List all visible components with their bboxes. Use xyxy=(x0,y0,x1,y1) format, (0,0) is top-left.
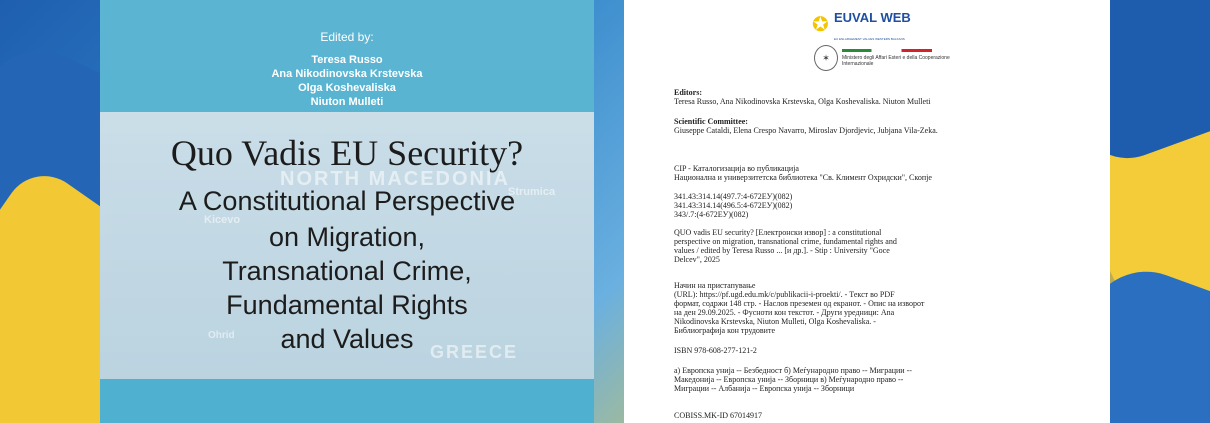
catalog-record: QUO vadis EU security? [Електронски извор] : a constitutional perspective on migration, transnational crime, fundamental rights and values / edited by Teresa Russo ... [и др.]. - Stip : University "Goce Delcev", 2025 xyxy=(674,228,897,264)
euval-logo-subtext: EU ENLARGEMENT VALUES WESTERN BALKANS xyxy=(834,37,905,41)
book-cover xyxy=(100,0,594,423)
cover-editor: Olga Koshevaliska xyxy=(298,82,396,94)
isbn: ISBN 978-608-277-121-2 xyxy=(674,346,757,355)
access-info: Начин на пристапување (URL): https://pf.ugd.edu.mk/c/publikacii-i-proekti/. - Текст во PDF формат, содржи 148 стр. - Наслов преземен од екранот. - Опис на изворот на ден 29.09.2025. - Фусноти кон текстот. - Други уредници: Ana Nikodinovska Krstevska, Niuton Mulleti, Olga Koshevaliska. - Библиографија кон трудовите xyxy=(674,281,925,335)
cover-subtitle-line: and Values xyxy=(280,324,414,354)
cover-title: Quo Vadis EU Security? xyxy=(170,133,524,173)
editors-text: Teresa Russo, Ana Nikodinovska Krstevska, Olga Koshevaliska. Niuton Mulleti xyxy=(674,97,931,106)
editors-heading: Editors: xyxy=(674,88,702,97)
cover-subtitle-line: Fundamental Rights xyxy=(226,290,468,320)
subject-headings: а) Европска унија -- Безбедност б) Меѓународно право -- Миграции -- Македонија -- Европска унија -- Зборници в) Меѓународно право -- Миграции -- Албанија -- Европска унија -- Зборници xyxy=(674,366,912,393)
cover-subtitle-line: Transnational Crime, xyxy=(222,256,472,286)
euval-logo-text: EUVAL WEB xyxy=(834,10,911,25)
cip-line: Национална и универзитетска библиотека "Св. Климент Охридски", Скопје xyxy=(674,173,932,182)
cover-editor: Teresa Russo xyxy=(311,54,383,66)
italian-emblem-icon: ✶ xyxy=(814,45,838,71)
euval-logo-icon: ✪ xyxy=(812,14,829,36)
edited-by-label: Edited by: xyxy=(320,30,374,44)
scientific-committee-text: Giuseppe Cataldi, Elena Crespo Navarro, Miroslav Djordjevic, Jubjana Vila-Zeka. xyxy=(674,126,938,135)
map-label-north-macedonia: NORTH MACEDONIA xyxy=(280,168,510,190)
map-label-greece: GREECE xyxy=(430,342,519,362)
udc-codes: 341.43:314.14(497.7:4-672ЕУ)(082) 341.43:314.14(496.5:4-672ЕУ)(082) 343/.7:(4-672ЕУ)(082) xyxy=(674,192,793,219)
cobiss-id: COBISS.MK-ID 67014917 xyxy=(674,411,763,420)
scientific-committee-heading: Scientific Committee: xyxy=(674,117,748,126)
colophon-page xyxy=(624,0,1110,423)
cip-line: CIP - Каталогизација во публикација xyxy=(674,164,799,173)
italian-flag-bar xyxy=(842,49,932,52)
cover-subtitle-line: A Constitutional Perspective xyxy=(178,186,516,216)
map-label-kicevo: Kicevo xyxy=(204,214,241,226)
cover-subtitle-line: on Migration, xyxy=(268,222,426,252)
cover-editor: Niuton Mulleti xyxy=(310,96,384,108)
map-label-strumica: Strumica xyxy=(508,186,556,198)
cover-bottom-band xyxy=(100,379,594,423)
logos xyxy=(812,12,952,74)
cover-editor: Ana Nikodinovska Krstevska xyxy=(271,68,423,80)
ministry-text: Ministero degli Affari Esteri e della Cooperazione Internazionale xyxy=(842,55,950,67)
map-label-ohrid: Ohrid xyxy=(208,330,235,341)
